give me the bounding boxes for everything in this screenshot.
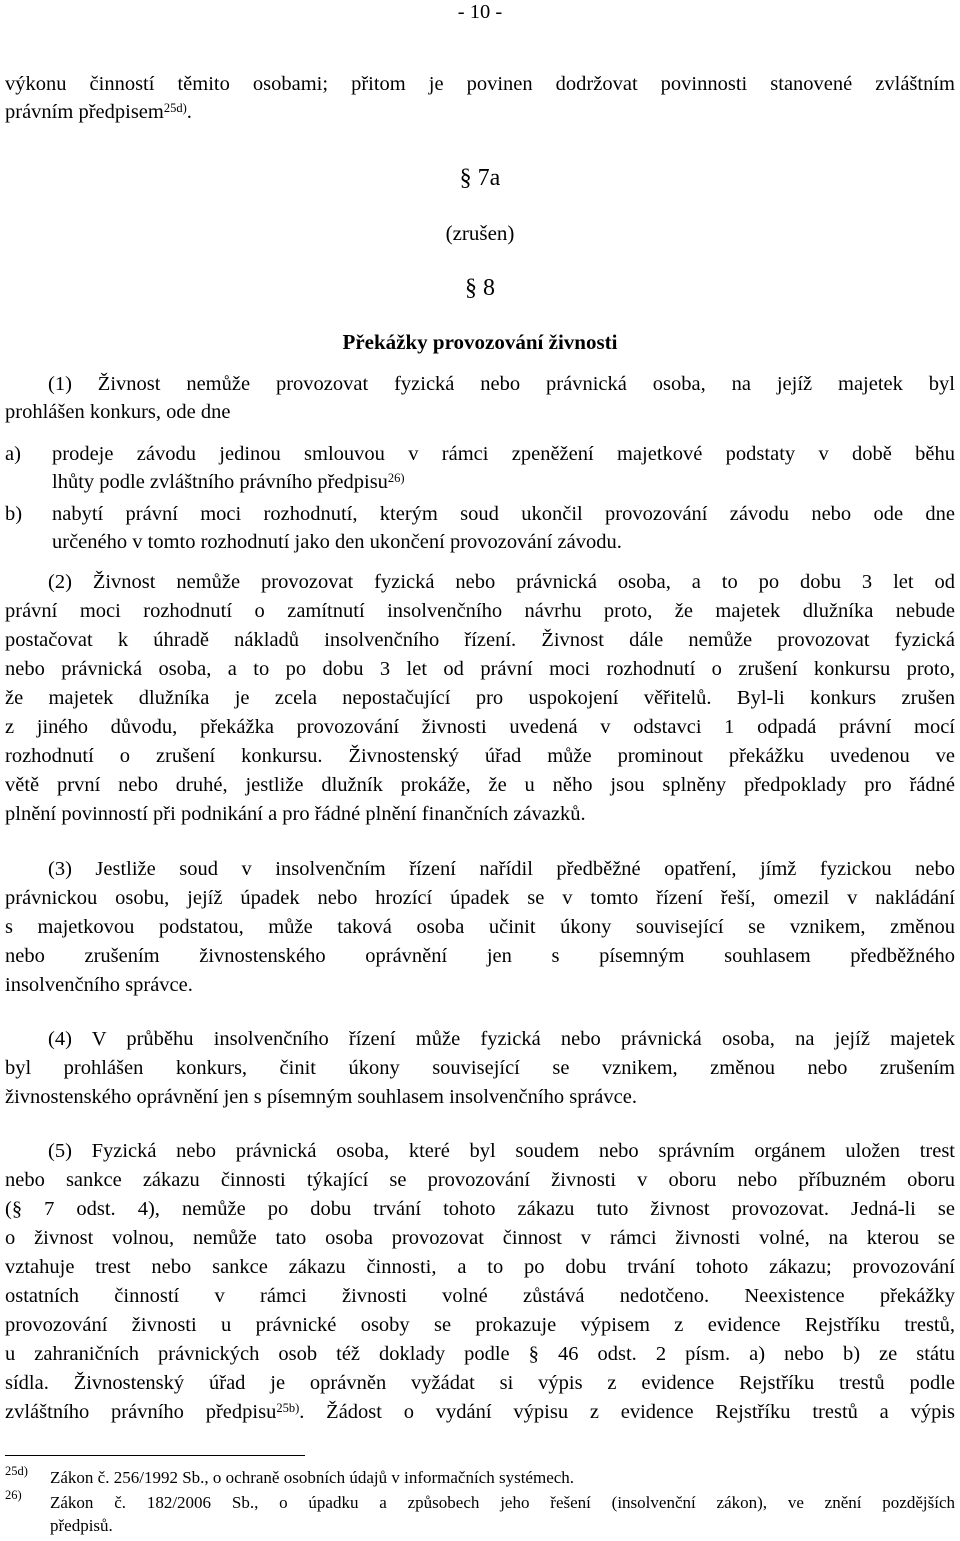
section-symbol: § bbox=[459, 165, 472, 191]
footnote-ref-25b: 25b) bbox=[276, 1401, 300, 1415]
p5-line-7: provozování živnosti u právnické osoby se prokazuje výpisem z evidence Rejstříku trestů, bbox=[5, 1314, 955, 1336]
section-8-title: Překážky provozování živnosti bbox=[342, 330, 618, 354]
intro-text: právním předpisem bbox=[5, 101, 164, 123]
footnote-25d-text: Zákon č. 256/1992 Sb., o ochraně osobních údajů v informačních systémech. bbox=[50, 1468, 575, 1487]
p2-line-4: nebo právnická osoba, a to po dobu 3 let od právní moci rozhodnutí o zrušení konkursu proto, bbox=[5, 658, 955, 680]
p2-line-5: že majetek dlužníka je zcela nepostačující pro uspokojení věřitelů. Byl-li konkurs zrušen bbox=[5, 687, 955, 709]
p2-line-8: větě první nebo druhé, jestliže dlužník prokáže, že u něho jsou splněny předpoklady pro řádné bbox=[5, 774, 955, 796]
p3-line-4: nebo zrušením živnostenského oprávnění jen s písemným souhlasem předběžného bbox=[5, 945, 955, 967]
intro-line-1: výkonu činností těmito osobami; přitom je povinen dodržovat povinnosti stanovené zvláštním bbox=[5, 73, 955, 95]
p5-line-10 bbox=[5, 1400, 955, 1424]
p2-line-3: postačovat k úhradě nákladů insolvenčního řízení. Živnost dále nemůže provozovat fyzická bbox=[5, 629, 955, 651]
footnote-mark-26: 26) bbox=[5, 1488, 22, 1502]
footnote-ref-25d: 25d) bbox=[163, 101, 187, 115]
p4-line-2: byl prohlášen konkurs, činit úkony související se vznikem, změnou nebo zrušením bbox=[5, 1057, 955, 1079]
item-a-mark: a) bbox=[5, 443, 21, 465]
item-b-line-2: určeného v tomto rozhodnutí jako den ukončení provozování závodu. bbox=[52, 531, 622, 553]
p1-line-2: prohlášen konkurs, ode dne bbox=[5, 401, 231, 423]
section-7a-status: (zrušen) bbox=[445, 221, 515, 245]
footnote-26-text-2: předpisů. bbox=[50, 1516, 113, 1535]
footnote-26-text: Zákon č. 182/2006 Sb., o úpadku a způsobech jeho řešení (insolvenční zákon), ve znění pozdějších bbox=[50, 1493, 955, 1512]
intro-line-2 bbox=[5, 100, 955, 124]
p3-line-3: s majetkovou podstatou, může taková osoba učinit úkony související se vznikem, změnou bbox=[5, 916, 955, 938]
p5-line-2: nebo sankce zákazu činnosti týkající se provozování živnosti v oboru nebo příbuzném oboru bbox=[5, 1169, 955, 1191]
p2-line-6: z jiného důvodu, překážka provozování živnosti uvedená v odstavci 1 odpadá právní mocí bbox=[5, 716, 955, 738]
item-b-mark: b) bbox=[5, 503, 23, 525]
p5-line-6: ostatních činností v rámci živnosti volné zůstává nedotčeno. Neexistence překážky bbox=[5, 1285, 955, 1307]
p5-last-text-b: . Žádost o vydání výpisu z evidence Rejstříku trestů a výpis bbox=[299, 1401, 955, 1423]
p1-line-1: (1) Živnost nemůže provozovat fyzická nebo právnická osoba, na jejíž majetek byl bbox=[48, 373, 955, 395]
footnote-divider bbox=[5, 1455, 305, 1456]
p3-line-5: insolvenčního správce. bbox=[5, 974, 193, 996]
item-b-line-1: nabytí právní moci rozhodnutí, kterým soud ukončil provozování závodu nebo ode dne bbox=[52, 503, 955, 525]
p4-line-3: živnostenského oprávnění jen s písemným souhlasem insolvenčního správce. bbox=[5, 1086, 637, 1108]
footnote-ref-26: 26) bbox=[387, 471, 405, 485]
section-number: 8 bbox=[483, 275, 495, 301]
section-7a-heading bbox=[0, 163, 960, 193]
item-a-line-2 bbox=[52, 470, 955, 494]
item-a-text: lhůty podle zvláštního právního předpisu bbox=[52, 471, 388, 493]
p3-line-2: právnickou osobu, jejíž úpadek nebo hrozící úpadek se v tomto řízení řeší, omezil v nakládání bbox=[5, 887, 955, 909]
p5-line-9: sídla. Živnostenský úřad je oprávněn vyžádat si výpis z evidence Rejstříku trestů podle bbox=[5, 1372, 955, 1394]
intro-end: . bbox=[186, 101, 192, 123]
section-8-heading bbox=[0, 273, 960, 303]
page-number: - 10 - bbox=[457, 1, 503, 23]
p3-line-1: (3) Jestliže soud v insolvenčním řízení nařídil předběžné opatření, jímž fyzickou nebo bbox=[48, 858, 955, 880]
p4-line-1: (4) V průběhu insolvenčního řízení může fyzická nebo právnická osoba, na jejíž majetek bbox=[48, 1028, 955, 1050]
p5-line-5: vztahuje trest nebo sankce zákazu činnosti, a to po dobu trvání tohoto zákazu; provozování bbox=[5, 1256, 955, 1278]
p5-line-8: u zahraničních právnických osob též doklady podle § 46 odst. 2 písm. a) nebo b) ze státu bbox=[5, 1343, 955, 1365]
p2-line-7: rozhodnutí o zrušení konkursu. Živnostenský úřad může prominout překážku uvedenou ve bbox=[5, 745, 955, 767]
p2-line-1: (2) Živnost nemůže provozovat fyzická nebo právnická osoba, a to po dobu 3 let od bbox=[48, 571, 955, 593]
p5-line-4: o živnost volnou, nemůže tato osoba provozovat činnost v rámci živnosti volné, na kterou se bbox=[5, 1227, 955, 1249]
item-a-line-1: prodeje závodu jedinou smlouvou v rámci zpeněžení majetkové podstaty v době běhu bbox=[52, 443, 955, 465]
p5-line-1: (5) Fyzická nebo právnická osoba, které byl soudem nebo správním orgánem uložen trest bbox=[48, 1140, 955, 1162]
p5-line-3: (§ 7 odst. 4), nemůže po dobu trvání tohoto zákazu tuto živnost provozovat. Jedná-li se bbox=[5, 1198, 955, 1220]
p2-line-9: plnění povinností při podnikání a pro řádné plnění finančních závazků. bbox=[5, 803, 586, 825]
section-symbol: § bbox=[465, 275, 477, 301]
section-number: 7a bbox=[477, 165, 501, 191]
p2-line-2: právní moci rozhodnutí o zamítnutí insolvenčního návrhu proto, že majetek dlužníka nebude bbox=[5, 600, 955, 622]
p5-last-text-a: zvláštního právního předpisu bbox=[5, 1401, 277, 1423]
footnote-mark-25d: 25d) bbox=[5, 1464, 28, 1478]
